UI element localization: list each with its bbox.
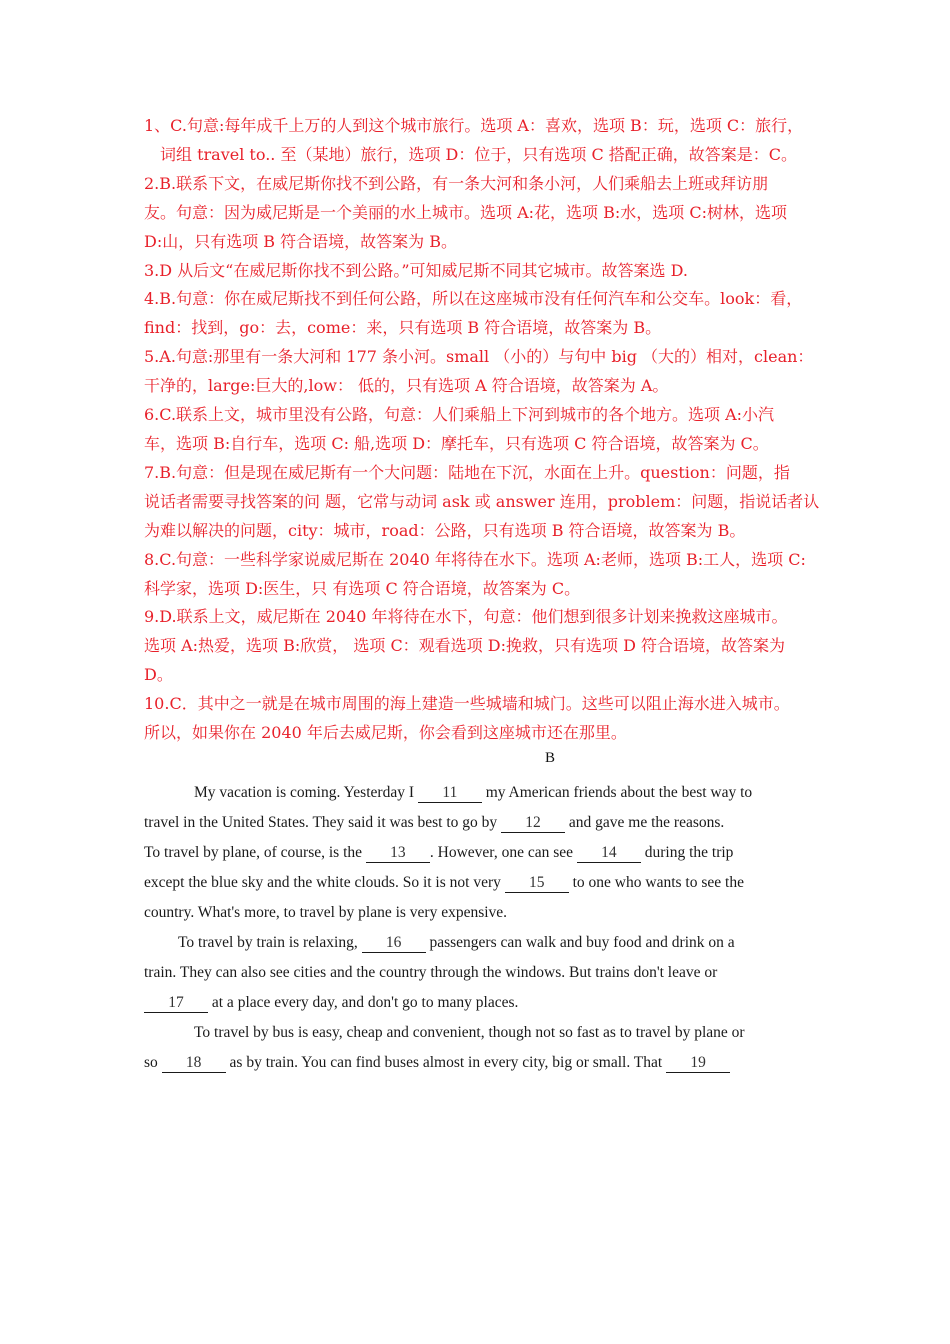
- answer-line: 2.B.联系下文，在威尼斯你找不到公路，有一条大河和条小河，人们乘船去上班或拜访朋: [144, 173, 769, 193]
- answer-line: 8.C.句意：一些科学家说威尼斯在 2040 年将待在水下。选项 A:老师，选项 B:工人，选项 C:: [144, 549, 806, 569]
- cloze-passage: [144, 778, 814, 1078]
- answer-line: 10.C．其中之一就是在城市周围的海上建造一些城墙和城门。这些可以阻止海水进入城市。: [144, 694, 790, 714]
- answer-line: 9.D.联系上文，威尼斯在 2040 年将待在水下，句意：他们想到很多计划来挽救这座城市。: [144, 607, 788, 627]
- passage-line: [144, 988, 814, 1018]
- blank-13[interactable]: 13: [366, 844, 430, 863]
- blank-18[interactable]: 18: [162, 1054, 226, 1073]
- passage-text: my American friends about the best way to: [481, 784, 753, 801]
- blank-16[interactable]: 16: [362, 934, 426, 953]
- passage-text: during the trip: [640, 844, 734, 861]
- passage-text: to one who wants to see the: [568, 874, 744, 891]
- passage-line: [144, 778, 814, 808]
- passage-text: so: [144, 1054, 162, 1071]
- passage-text: . However, one can see: [429, 844, 577, 861]
- answer-line: 词组 travel to.. 至（某地）旅行，选项 D：位于，只有选项 C 搭配正确，故答案是：C。: [160, 144, 798, 164]
- passage-text: at a place every day, and don't go to many places.: [208, 994, 519, 1011]
- answer-line: 6.C.联系上文，城市里没有公路，句意：人们乘船上下河到城市的各个地方。选项 A:小汽: [144, 405, 775, 425]
- passage-text: To travel by train is relaxing,: [178, 934, 362, 951]
- answer-line: 1、C.句意:每年成千上万的人到这个城市旅行。选项 A：喜欢，选项 B：玩，选项 C：旅行，: [144, 116, 804, 135]
- passage-text: travel in the United States. They said it was best to go by: [144, 814, 502, 831]
- answer-line: 选项 A:热爱，选项 B:欣赏， 选项 C：观看选项 D:挽救，只有选项 D 符合语境，故答案为: [144, 636, 785, 656]
- passage-line: [144, 808, 814, 838]
- answer-line: 7.B.句意：但是现在威尼斯有一个大问题：陆地在下沉，水面在上升。question：问题，指: [144, 462, 790, 482]
- answer-line: 干净的，large:巨大的,low： 低的，只有选项 A 符合语境，故答案为 A。: [144, 376, 669, 396]
- passage-line: [144, 868, 814, 898]
- answer-line: find：找到，go：去，come：来，只有选项 B 符合语境，故答案为 B。: [144, 318, 662, 338]
- passage-text: passengers can walk and buy food and drink on a: [425, 934, 735, 951]
- passage-line: country. What's more, to travel by plane is very expensive.: [144, 904, 508, 921]
- blank-11[interactable]: 11: [418, 784, 482, 803]
- blank-14[interactable]: 14: [577, 844, 641, 863]
- answer-line: D。: [144, 665, 173, 685]
- blank-12[interactable]: 12: [501, 814, 565, 833]
- answer-explanations: [144, 112, 824, 748]
- blank-15[interactable]: 15: [505, 874, 569, 893]
- answer-line: 友。句意：因为威尼斯是一个美丽的水上城市。选项 A:花，选项 B:水，选项 C:树林，选项: [144, 202, 787, 222]
- passage-text: and gave me the reasons.: [565, 814, 725, 831]
- answer-line: 3.D 从后文“在威尼斯你找不到公路。”可知威尼斯不同其它城市。故答案选 D.: [144, 260, 688, 280]
- passage-text: except the blue sky and the white clouds. So it is not very: [144, 874, 505, 891]
- answer-line: 所以，如果你在 2040 年后去威尼斯，你会看到这座城市还在那里。: [144, 723, 627, 743]
- passage-line: train. They can also see cities and the country through the windows. But trains don't leave or: [144, 964, 718, 981]
- answer-line: 车，选项 B:自行车，选项 C: 船,选项 D：摩托车，只有选项 C 符合语境，故答案为 C。: [144, 433, 769, 453]
- passage-text: as by train. You can find buses almost in every city, big or small. That: [225, 1054, 667, 1071]
- passage-text: To travel by plane, of course, is the: [144, 844, 366, 861]
- section-heading: B: [544, 750, 555, 766]
- blank-17[interactable]: 17: [144, 994, 208, 1013]
- passage-line: [144, 1048, 814, 1078]
- answer-line: D:山，只有选项 B 符合语境，故答案为 B。: [144, 231, 457, 251]
- answer-line: 4.B.句意：你在威尼斯找不到任何公路，所以在这座城市没有任何汽车和公交车。look：看，: [144, 289, 803, 309]
- passage-text: My vacation is coming. Yesterday I: [194, 784, 418, 801]
- answer-line: 科学家，选项 D:医生，只 有选项 C 符合语境，故答案为 C。: [144, 578, 581, 598]
- blank-19[interactable]: 19: [666, 1054, 730, 1073]
- passage-line: [144, 838, 814, 868]
- answer-line: 为难以解决的问题，city：城市，road：公路，只有选项 B 符合语境，故答案为 B。: [144, 520, 746, 540]
- passage-line: To travel by bus is easy, cheap and convenient, though not so fast as to travel by plane or: [194, 1024, 745, 1041]
- passage-line: [144, 928, 814, 958]
- answer-line: 5.A.句意:那里有一条大河和 177 条小河。small （小的）与句中 big （大的）相对，clean：: [144, 347, 814, 367]
- answer-line: 说话者需要寻找答案的问 题，它常与动词 ask 或 answer 连用，problem：问题，指说话者认: [144, 491, 820, 511]
